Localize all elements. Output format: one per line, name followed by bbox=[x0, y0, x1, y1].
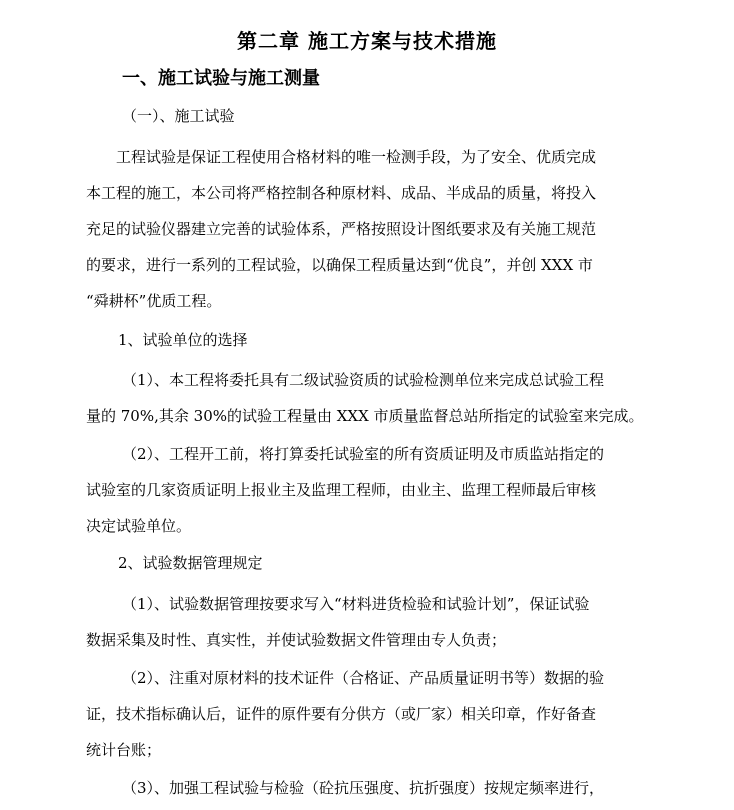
paragraph-line: （3）、加强工程试验与检验（砼抗压强度、抗折强度）按规定频率进行， bbox=[122, 779, 605, 797]
paragraph-line: （1）、试验数据管理按要求写入“材料进货检验和试验计划”，保证试验 bbox=[122, 595, 590, 613]
paragraph-line: 充足的试验仪器建立完善的试验体系，严格按照设计图纸要求及有关施工规范 bbox=[86, 220, 597, 238]
paragraph-line: 量的 70%,其余 30%的试验工程量由 XXX 市质量监督总站所指定的试验室来完成。 bbox=[86, 407, 644, 425]
paragraph-line: 本工程的施工，本公司将严格控制各种原材料、成品、半成品的质量，将投入 bbox=[86, 184, 597, 202]
paragraph-line: （2）、工程开工前，将打算委托试验室的所有资质证明及市质监站指定的 bbox=[122, 445, 605, 463]
paragraph-line: 数据采集及时性、真实性，并使试验数据文件管理由专人负责； bbox=[86, 631, 507, 649]
paragraph-line: “舜耕杯”优质工程。 bbox=[86, 292, 222, 310]
paragraph-line: 试验室的几家资质证明上报业主及监理工程师，由业主、监理工程师最后审核 bbox=[86, 481, 597, 499]
section-heading: 一、施工试验与施工测量 bbox=[122, 68, 320, 89]
paragraph-line: 决定试验单位。 bbox=[86, 517, 192, 535]
subsection-heading: （一）、施工试验 bbox=[122, 107, 235, 125]
chapter-title: 第二章 施工方案与技术措施 bbox=[237, 29, 497, 53]
paragraph-line: 统计台账； bbox=[86, 741, 162, 759]
paragraph-line: 证，技术指标确认后，证件的原件要有分供方（或厂家）相关印章，作好备查 bbox=[86, 705, 597, 723]
paragraph-line: （2）、注重对原材料的技术证件（合格证、产品质量证明书等）数据的验 bbox=[122, 669, 605, 687]
paragraph-line: （1）、本工程将委托具有二级试验资质的试验检测单位来完成总试验工程 bbox=[122, 371, 605, 389]
item2-heading: 2、试验数据管理规定 bbox=[118, 554, 263, 572]
item1-heading: 1、试验单位的选择 bbox=[118, 331, 248, 349]
paragraph-line: 的要求，进行一系列的工程试验，以确保工程质量达到“优良”，并创 XXX 市 bbox=[86, 256, 593, 274]
paragraph-line: 工程试验是保证工程使用合格材料的唯一检测手段，为了安全、优质完成 bbox=[116, 148, 597, 166]
